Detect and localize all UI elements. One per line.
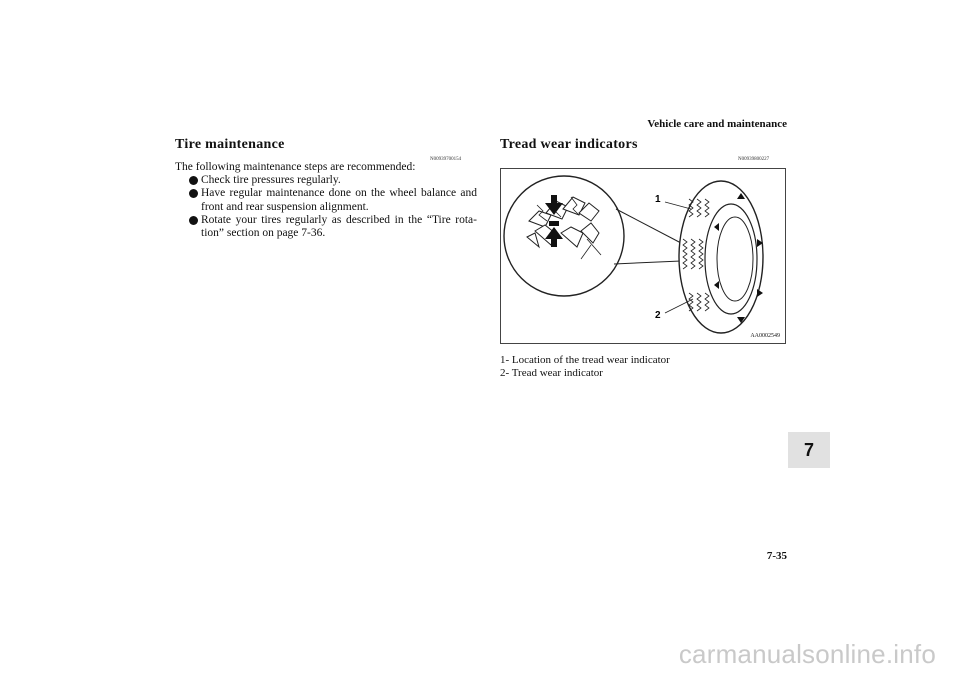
reference-code: N00939700154 (430, 157, 462, 162)
magnifier-line (616, 209, 681, 243)
callout-1: 1 (655, 194, 661, 205)
section-title-tread-wear-indicators: Tread wear indicators (500, 137, 638, 152)
list-item: Check tire pressures regularly. (187, 174, 477, 187)
intro-text: The following maintenance steps are recommended: (175, 161, 416, 173)
figure-id: AA0002549 (750, 333, 780, 339)
section-title-tire-maintenance: Tire maintenance (175, 137, 285, 152)
tread-wear-figure (500, 168, 786, 344)
list-item: Have regular maintenance done on the wheel balance and front and rear suspension alignment. (187, 187, 477, 213)
maintenance-steps-list (187, 174, 477, 240)
legend-item: 1- Location of the tread wear indicator (500, 354, 670, 366)
tread-indicator-bar (549, 221, 559, 226)
magnifier-line (614, 261, 681, 264)
leader-line-1 (665, 202, 691, 209)
reference-code: N00939800227 (738, 157, 770, 162)
tire-maintenance-body (175, 161, 477, 240)
callout-2: 2 (655, 310, 661, 321)
page-number: 7-35 (766, 550, 787, 562)
watermark: carmanualsonline.info (678, 639, 936, 669)
list-item: Rotate your tires regularly as described in the “Tire rota-tion” section on page 7-36. (187, 214, 477, 240)
tire-hub (717, 217, 753, 301)
figure-legend (500, 354, 670, 380)
tire-illustration (501, 169, 785, 343)
running-header: Vehicle care and maintenance (647, 118, 787, 130)
chapter-tab: 7 (788, 432, 830, 468)
legend-item: 2- Tread wear indicator (500, 367, 603, 379)
